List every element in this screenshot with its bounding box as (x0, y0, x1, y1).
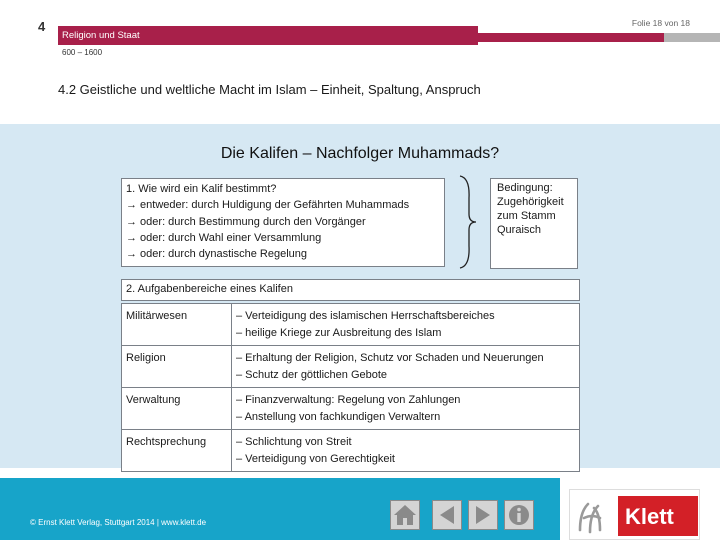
task-line: – Finanzverwaltung: Regelung von Zahlungen (236, 394, 461, 406)
klett-logo-image (570, 490, 701, 540)
condition-line: zum Stamm (497, 210, 556, 222)
task-area: Militärwesen (122, 304, 232, 346)
table-row (122, 304, 580, 346)
klett-logo[interactable] (569, 489, 700, 540)
info-icon (507, 503, 531, 527)
task-line: – Schlichtung von Streit (236, 436, 352, 448)
task-area: Religion (122, 346, 232, 388)
task-line: – heilige Kriege zur Ausbreitung des Islam (236, 326, 442, 339)
condition-box (490, 178, 578, 269)
condition-line: Zugehörigkeit (497, 196, 564, 208)
period-label: 600 – 1600 (62, 48, 103, 57)
task-line: – Verteidigung von Gerechtigkeit (236, 452, 395, 465)
next-button[interactable] (468, 500, 498, 530)
topic-label: Religion und Staat (62, 30, 140, 41)
task-area: Verwaltung (122, 388, 232, 430)
table-row (122, 388, 580, 430)
previous-button[interactable] (432, 500, 462, 530)
brace-icon (456, 174, 480, 270)
topic-bar-tail (478, 33, 664, 42)
task-description (232, 304, 580, 346)
tasks-table (121, 303, 580, 472)
table-row (122, 430, 580, 472)
task-line: – Verteidigung des islamischen Herrschaftsbereiches (236, 310, 495, 322)
copyright: © Ernst Klett Verlag, Stuttgart 2014 | www.klett.de (30, 518, 207, 527)
question1-item: → oder: durch Bestimmung durch den Vorgänger (126, 215, 366, 228)
home-button[interactable] (390, 500, 420, 530)
logo-text: Klett (625, 504, 674, 529)
question2-box: 2. Aufgabenbereiche eines Kalifen (121, 279, 580, 301)
table-row (122, 346, 580, 388)
condition-title: Bedingung: (497, 182, 553, 194)
previous-icon (436, 504, 458, 526)
question1-box (121, 178, 445, 267)
question1-item: → entweder: durch Huldigung der Gefährten Muhammads (126, 199, 410, 212)
section-heading: 4.2 Geistliche und weltliche Macht im Islam – Einheit, Spaltung, Anspruch (58, 82, 481, 97)
task-line: – Anstellung von fachkundigen Verwaltern (236, 410, 441, 423)
main-title: Die Kalifen – Nachfolger Muhammads? (220, 145, 500, 162)
slide-number: 4 (38, 19, 46, 34)
topic-bar-gray (664, 33, 720, 42)
task-area: Rechtsprechung (122, 430, 232, 472)
home-icon (392, 503, 418, 527)
question1-item: → oder: durch Wahl einer Versammlung (126, 231, 322, 244)
task-description (232, 430, 580, 472)
question1-item: → oder: durch dynastische Regelung (126, 248, 307, 261)
info-button[interactable] (504, 500, 534, 530)
task-description (232, 346, 580, 388)
task-line: – Schutz der göttlichen Gebote (236, 368, 388, 381)
task-line: – Erhaltung der Religion, Schutz vor Schaden und Neuerungen (236, 352, 544, 364)
question1-title: 1. Wie wird ein Kalif bestimmt? (126, 183, 277, 195)
condition-line: Quraisch (497, 224, 542, 236)
folie-counter: Folie 18 von 18 (631, 18, 690, 28)
next-icon (472, 504, 494, 526)
task-description (232, 388, 580, 430)
